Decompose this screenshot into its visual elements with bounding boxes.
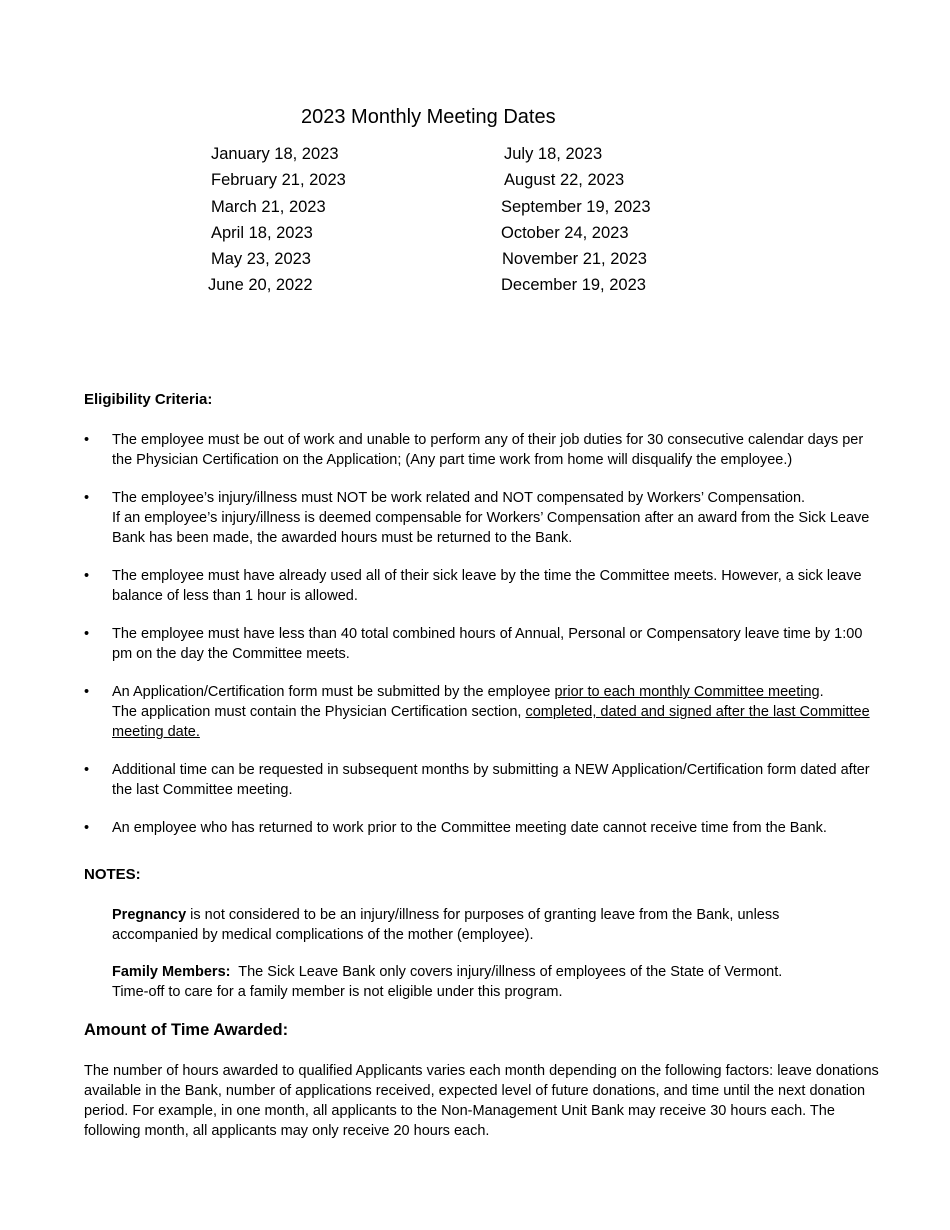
bullet-text: The employee’s injury/illness must NOT be work related and NOT compensated by Workers’ Compensation. bbox=[112, 490, 806, 506]
list-item bbox=[84, 566, 884, 606]
eligibility-heading: Eligibility Criteria: bbox=[84, 391, 213, 408]
meeting-date: April 18, 2023 bbox=[211, 224, 313, 242]
bullet-text: An employee who has returned to work prior to the Committee meeting date cannot receive time from the Bank. bbox=[112, 820, 827, 836]
list-item bbox=[84, 682, 884, 742]
list-item bbox=[84, 430, 884, 470]
list-item bbox=[84, 488, 884, 548]
note-text: Time-off to care for a family member is not eligible under this program. bbox=[112, 984, 563, 1000]
list-item bbox=[84, 624, 884, 664]
page-title: 2023 Monthly Meeting Dates bbox=[301, 106, 556, 128]
meeting-date: May 23, 2023 bbox=[211, 250, 311, 268]
meeting-date: December 19, 2023 bbox=[501, 276, 646, 294]
bullet-text: The employee must have already used all of their sick leave by the time the Committee meets. However, a sick leave balance of less than 1 hour is allowed. bbox=[112, 568, 862, 604]
meeting-date: June 20, 2022 bbox=[208, 276, 313, 294]
notes-heading: NOTES: bbox=[84, 866, 141, 883]
bullet-text: An Application/Certification form must be submitted by the employee bbox=[112, 684, 555, 700]
meeting-date: September 19, 2023 bbox=[501, 198, 651, 216]
note-label: Family Members: bbox=[112, 964, 231, 980]
list-item bbox=[84, 818, 884, 838]
pregnancy-note bbox=[112, 905, 832, 945]
underlined-text: completed, dated and signed after the last Committee meeting date. bbox=[112, 704, 870, 740]
bullet-text: The employee must be out of work and unable to perform any of their job duties for 30 consecutive calendar days per the Physician Certification on the Application; (Any part time work from home will disqualify the employee.) bbox=[112, 432, 864, 468]
meeting-date: October 24, 2023 bbox=[501, 224, 629, 242]
meeting-date: August 22, 2023 bbox=[504, 171, 625, 189]
list-item bbox=[84, 760, 884, 800]
meeting-date: November 21, 2023 bbox=[502, 250, 647, 268]
amount-paragraph: The number of hours awarded to qualified Applicants varies each month depending on the following factors: leave donations available in the Bank, number of applications received, expected level of future donations, and time until the next donation period. For example, in one month, all applicants to the Non-Management Unit Bank may receive 30 hours each. The following month, all applicants may only receive 20 hours each. bbox=[84, 1063, 879, 1139]
meeting-date: January 18, 2023 bbox=[211, 145, 339, 163]
meeting-date: February 21, 2023 bbox=[211, 171, 346, 189]
meeting-date: July 18, 2023 bbox=[504, 145, 603, 163]
note-text: The Sick Leave Bank only covers injury/illness of employees of the State of Vermont. bbox=[230, 964, 783, 980]
bullet-text: Additional time can be requested in subsequent months by submitting a NEW Application/Certification form dated after the last Committee meeting. bbox=[112, 762, 870, 798]
family-note bbox=[112, 962, 832, 1002]
bullet-text: The employee must have less than 40 total combined hours of Annual, Personal or Compensatory leave time by 1:00 pm on the day the Committee meets. bbox=[112, 626, 863, 662]
bullet-text: The application must contain the Physician Certification section, bbox=[112, 704, 526, 720]
meeting-date: March 21, 2023 bbox=[211, 198, 326, 216]
bullet-text: If an employee’s injury/illness is deemed compensable for Workers’ Compensation after an award from the Sick Leave Bank has been made, the awarded hours must be returned to the Bank. bbox=[112, 510, 870, 546]
note-label: Pregnancy bbox=[112, 907, 187, 923]
note-text: is not considered to be an injury/illness for purposes of granting leave from the Bank, unless accompanied by medical complications of the mother (employee). bbox=[112, 907, 780, 943]
amount-heading: Amount of Time Awarded: bbox=[84, 1021, 289, 1039]
bullet-text: . bbox=[819, 684, 824, 700]
eligibility-list bbox=[84, 430, 884, 856]
underlined-text: prior to each monthly Committee meeting bbox=[554, 684, 820, 700]
